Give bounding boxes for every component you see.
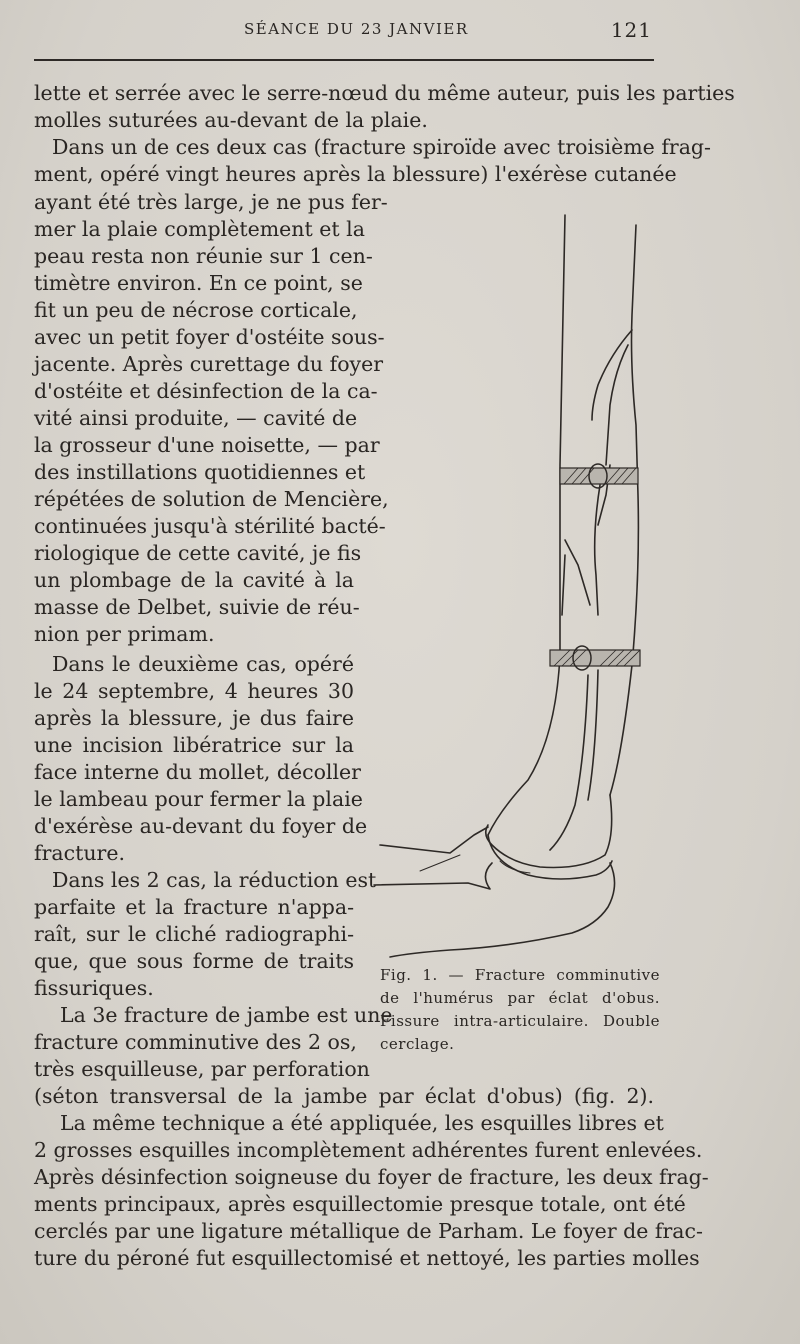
- text-line: fit un peu de nécrose corticale,: [34, 298, 358, 322]
- text-line: mer la plaie complètement et la: [34, 217, 365, 241]
- text-line: ayant été très large, je ne pus fer-: [34, 190, 388, 214]
- text-line: Dans un de ces deux cas (fracture spiroïde avec troisième frag-: [52, 135, 711, 159]
- text-line: timètre environ. En ce point, se: [34, 271, 363, 295]
- text-line: continuées jusqu'à stérilité bacté-: [34, 514, 386, 538]
- figure-caption-line: Fissure intra-articulaire. Double: [380, 1012, 660, 1030]
- header-rule: [34, 59, 654, 61]
- text-line: masse de Delbet, suivie de réu-: [34, 595, 360, 619]
- text-line: lette et serrée avec le serre-nœud du même auteur, puis les parties: [34, 81, 735, 105]
- text-line: ture du péroné fut esquillectomisé et nettoyé, les parties molles: [34, 1246, 700, 1270]
- text-line: cerclés par une ligature métallique de Parham. Le foyer de frac-: [34, 1219, 703, 1243]
- text-fragment: nion per primam.: [34, 622, 215, 646]
- text-line: un plombage de la cavité à la: [34, 568, 354, 592]
- text-line: raît, sur le cliché radiographi-: [34, 922, 354, 946]
- text-line: Dans le deuxième cas, opéré: [52, 652, 354, 676]
- text-line: La 3e fracture de jambe est une: [60, 1003, 393, 1027]
- text-line: parfaite et la fracture n'appa-: [34, 895, 354, 919]
- text-line: après la blessure, je dus faire: [34, 706, 354, 730]
- figure-caption-line: Fig. 1. — Fracture comminutive: [380, 966, 660, 984]
- text-line: d'ostéite et désinfection de la ca-: [34, 379, 378, 403]
- text-line: (séton transversal de la jambe par éclat d'obus) (fig. 2).: [34, 1084, 654, 1108]
- text-line: Dans les 2 cas, la réduction est: [52, 868, 377, 892]
- text-line: jacente. Après curettage du foyer: [34, 352, 384, 376]
- text-line: ments principaux, après esquillectomie presque totale, ont été: [34, 1192, 686, 1216]
- text-line: avec un petit foyer d'ostéite sous-: [34, 325, 385, 349]
- text-line: riologique de cette cavité, je fis: [34, 541, 362, 565]
- text-line: que, que sous forme de traits: [34, 949, 354, 973]
- text-line: [34, 621, 215, 647]
- text-line: la grosseur d'une noisette, — par: [34, 433, 380, 457]
- text-line: une incision libératrice sur la: [34, 733, 354, 757]
- text-line: molles suturées au-devant de la plaie.: [34, 108, 428, 132]
- text-line: face interne du mollet, décoller: [34, 760, 361, 784]
- text-line: le 24 septembre, 4 heures 30: [34, 679, 354, 703]
- text-line: La même technique a été appliquée, les esquilles libres et: [60, 1111, 664, 1135]
- text-line: fracture.: [34, 841, 125, 865]
- text-line: d'exérèse au-devant du foyer de: [34, 814, 368, 838]
- figure-caption-line: cerclage.: [380, 1035, 455, 1053]
- text-line: des instillations quotidiennes et: [34, 460, 366, 484]
- text-line: vité ainsi produite, — cavité de: [34, 406, 358, 430]
- page-header: [34, 18, 654, 46]
- text-line: ment, opéré vingt heures après la blessure) l'exérèse cutanée: [34, 162, 677, 186]
- text-line: le lambeau pour fermer la plaie: [34, 787, 363, 811]
- text-line: très esquilleuse, par perforation: [34, 1057, 370, 1081]
- text-line: Après désinfection soigneuse du foyer de fracture, les deux frag-: [34, 1165, 709, 1189]
- text-line: fracture comminutive des 2 os,: [34, 1030, 357, 1054]
- text-line: 2 grosses esquilles incomplètement adhérentes furent enlevées.: [34, 1138, 703, 1162]
- humerus-fracture-figure: [360, 195, 660, 975]
- page-number: 121: [610, 18, 652, 42]
- running-head: SÉANCE DU 23 JANVIER: [244, 20, 469, 38]
- text-line: peau resta non réunie sur 1 cen-: [34, 244, 373, 268]
- figure-caption-line: de l'humérus par éclat d'obus.: [380, 989, 660, 1007]
- text-line: fissuriques.: [34, 976, 154, 1000]
- text-line: répétées de solution de Mencière,: [34, 487, 389, 511]
